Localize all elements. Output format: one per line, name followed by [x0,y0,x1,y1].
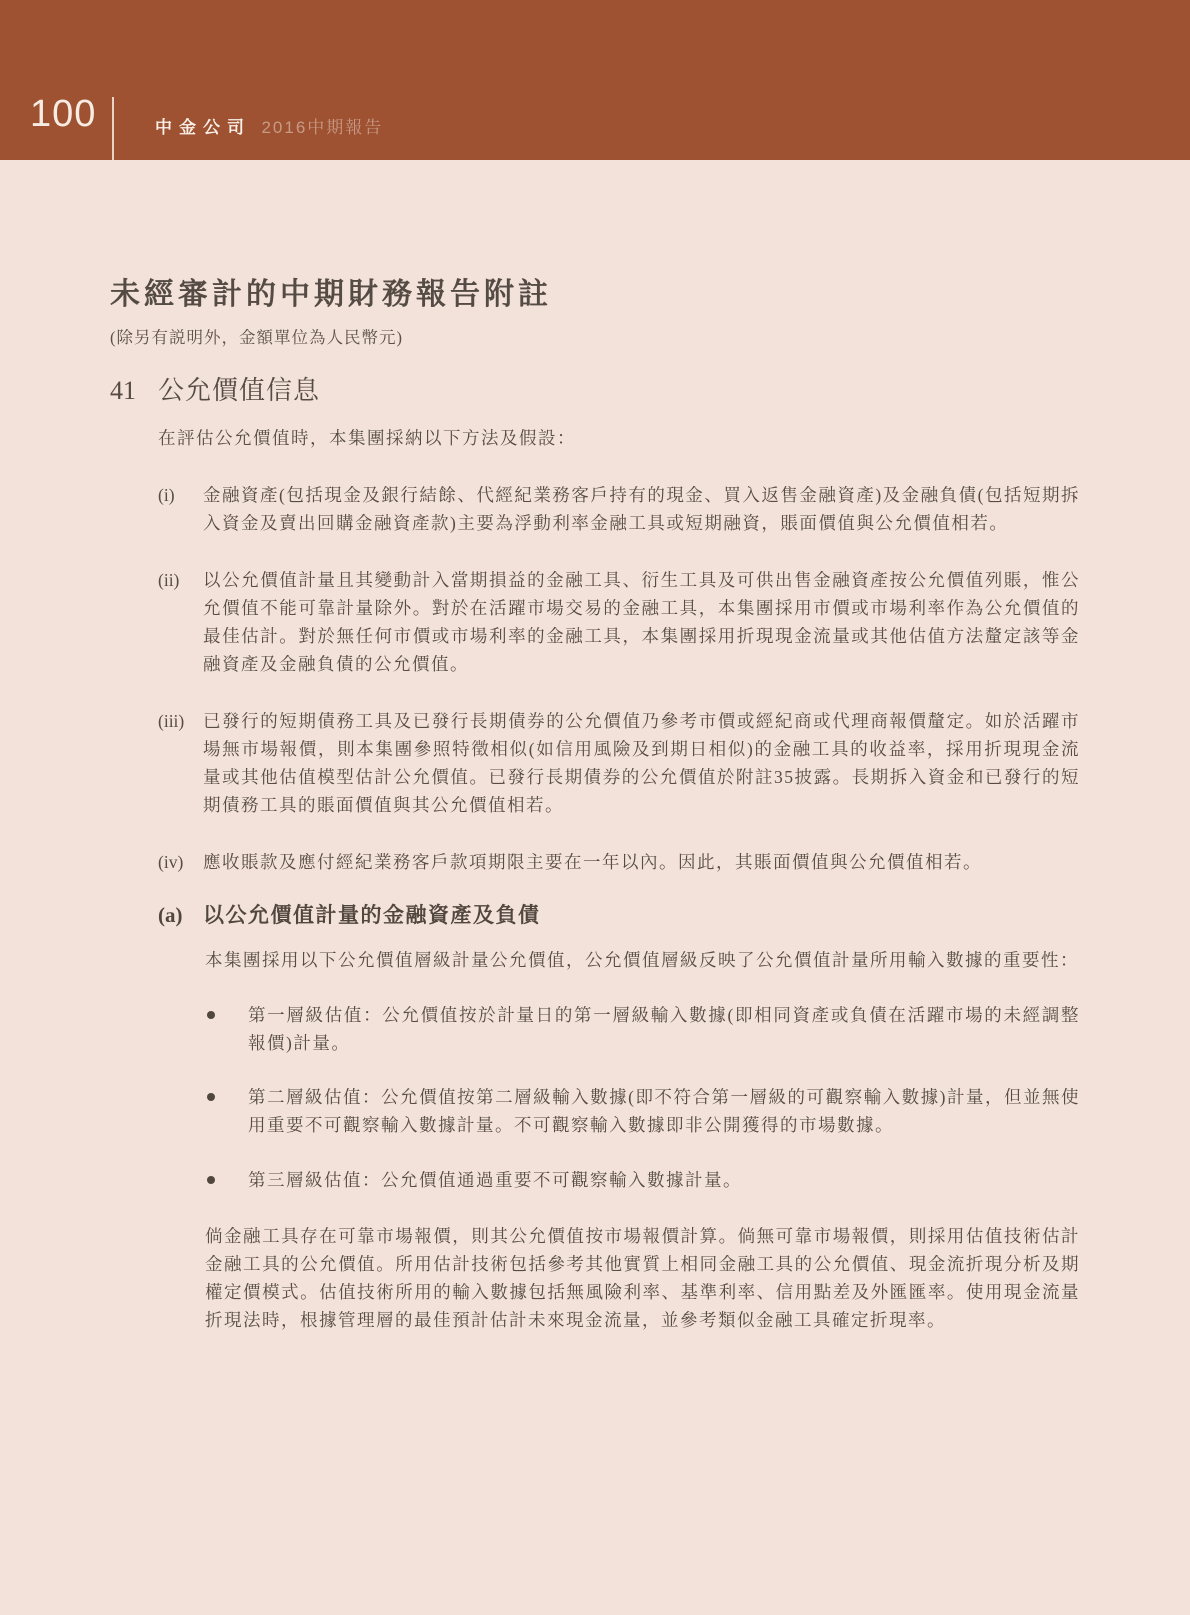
subsection-title: 以公允價值計量的金融資產及負債 [203,903,541,927]
document-subtitle: (除另有説明外，金額單位為人民幣元) [110,328,403,347]
header-titles [155,113,383,138]
section-number: 41 [110,376,136,405]
header-divider [112,97,114,160]
section-body [158,424,1080,1334]
list-item-iii [158,707,1080,819]
subsection-heading [158,900,1080,930]
bullet-item-level1 [205,1001,1080,1057]
list-item-i [158,481,1080,537]
company-name: 中金公司 [155,118,251,137]
list-marker: (iv) [158,852,184,872]
section-heading [110,374,1080,408]
bullet-text: 第三層級估值：公允價值通過重要不可觀察輸入數據計量。 [248,1170,742,1190]
list-marker: (iii) [158,711,185,731]
list-item-text: 應收賬款及應付經紀業務客戶款項期限主要在一年以內。因此，其賬面價值與公允價值相若。 [203,852,982,872]
report-title: 2016中期報告 [261,118,384,137]
subsection-body [205,946,1080,1334]
list-item-ii [158,566,1080,678]
subsection-a [158,900,1080,1334]
bullet-text: 第一層級估值：公允價值按於計量日的第一層級輸入數據(即相同資產或負債在活躍市場的未經調整報價)計量。 [248,1005,1080,1053]
bullet-icon [205,1166,248,1194]
section-intro: 在評估公允價值時，本集團採納以下方法及假設： [158,428,576,448]
list-item-text: 已發行的短期債務工具及已發行長期債券的公允價值乃參考市價或經紀商或代理商報價釐定。如於活躍市場無市場報價，則本集團參照特徵相似(如信用風險及到期日相似)的金融工具的收益率，採用折現現金流量或其他估值模型估計公允價值。已發行長期債券的公允價值於附註35披露。長期拆入資金和已發行的短期債務工具的賬面價值與其公允價值相若。 [203,711,1080,815]
subsection-intro: 本集團採用以下公允價值層級計量公允價值，公允價值層級反映了公允價值計量所用輸入數據的重要性： [205,950,1079,970]
bullet-item-level3 [205,1166,1080,1194]
page-number: 100 [30,93,97,135]
bullet-icon [205,1001,248,1057]
list-item-text: 以公允價值計量且其變動計入當期損益的金融工具、衍生工具及可供出售金融資產按公允價值列賬，惟公允價值不能可靠計量除外。對於在活躍市場交易的金融工具，本集團採用市價或市場利率作為公允價值的最佳估計。對於無任何市價或市場利率的金融工具，本集團採用折現現金流量或其他估值方法釐定該等金融資產及金融負債的公允價值。 [203,570,1080,674]
bullet-text: 第二層級估值：公允價值按第二層級輸入數據(即不符合第一層級的可觀察輸入數據)計量，但並無使用重要不可觀察輸入數據計量。不可觀察輸入數據即非公開獲得的市場數據。 [248,1087,1080,1135]
list-marker: (i) [158,485,175,505]
section-title: 公允價值信息 [158,376,321,405]
subsection-marker: (a) [158,903,183,927]
document-title: 未經審計的中期財務報告附註 [110,278,552,311]
bullet-item-level2 [205,1083,1080,1139]
page-header-banner [0,0,1190,160]
list-item-iv [158,848,1080,876]
closing-paragraph: 倘金融工具存在可靠市場報價，則其公允價值按市場報價計算。倘無可靠市場報價，則採用估值技術估計金融工具的公允價值。所用估計技術包括參考其他實質上相同金融工具的公允價值、現金流折現分析及期權定價模式。估值技術所用的輸入數據包括無風險利率、基準利率、信用點差及外匯匯率。使用現金流量折現法時，根據管理層的最佳預計估計未來現金流量，並參考類似金融工具確定折現率。 [205,1226,1080,1330]
page-content [0,160,1190,1334]
bullet-icon [205,1083,248,1139]
list-item-text: 金融資產(包括現金及銀行結餘、代經紀業務客戶持有的現金、買入返售金融資產)及金融負債(包括短期拆入資金及賣出回購金融資產款)主要為浮動利率金融工具或短期融資，賬面價值與公允價值相若。 [203,485,1080,533]
list-marker: (ii) [158,570,180,590]
